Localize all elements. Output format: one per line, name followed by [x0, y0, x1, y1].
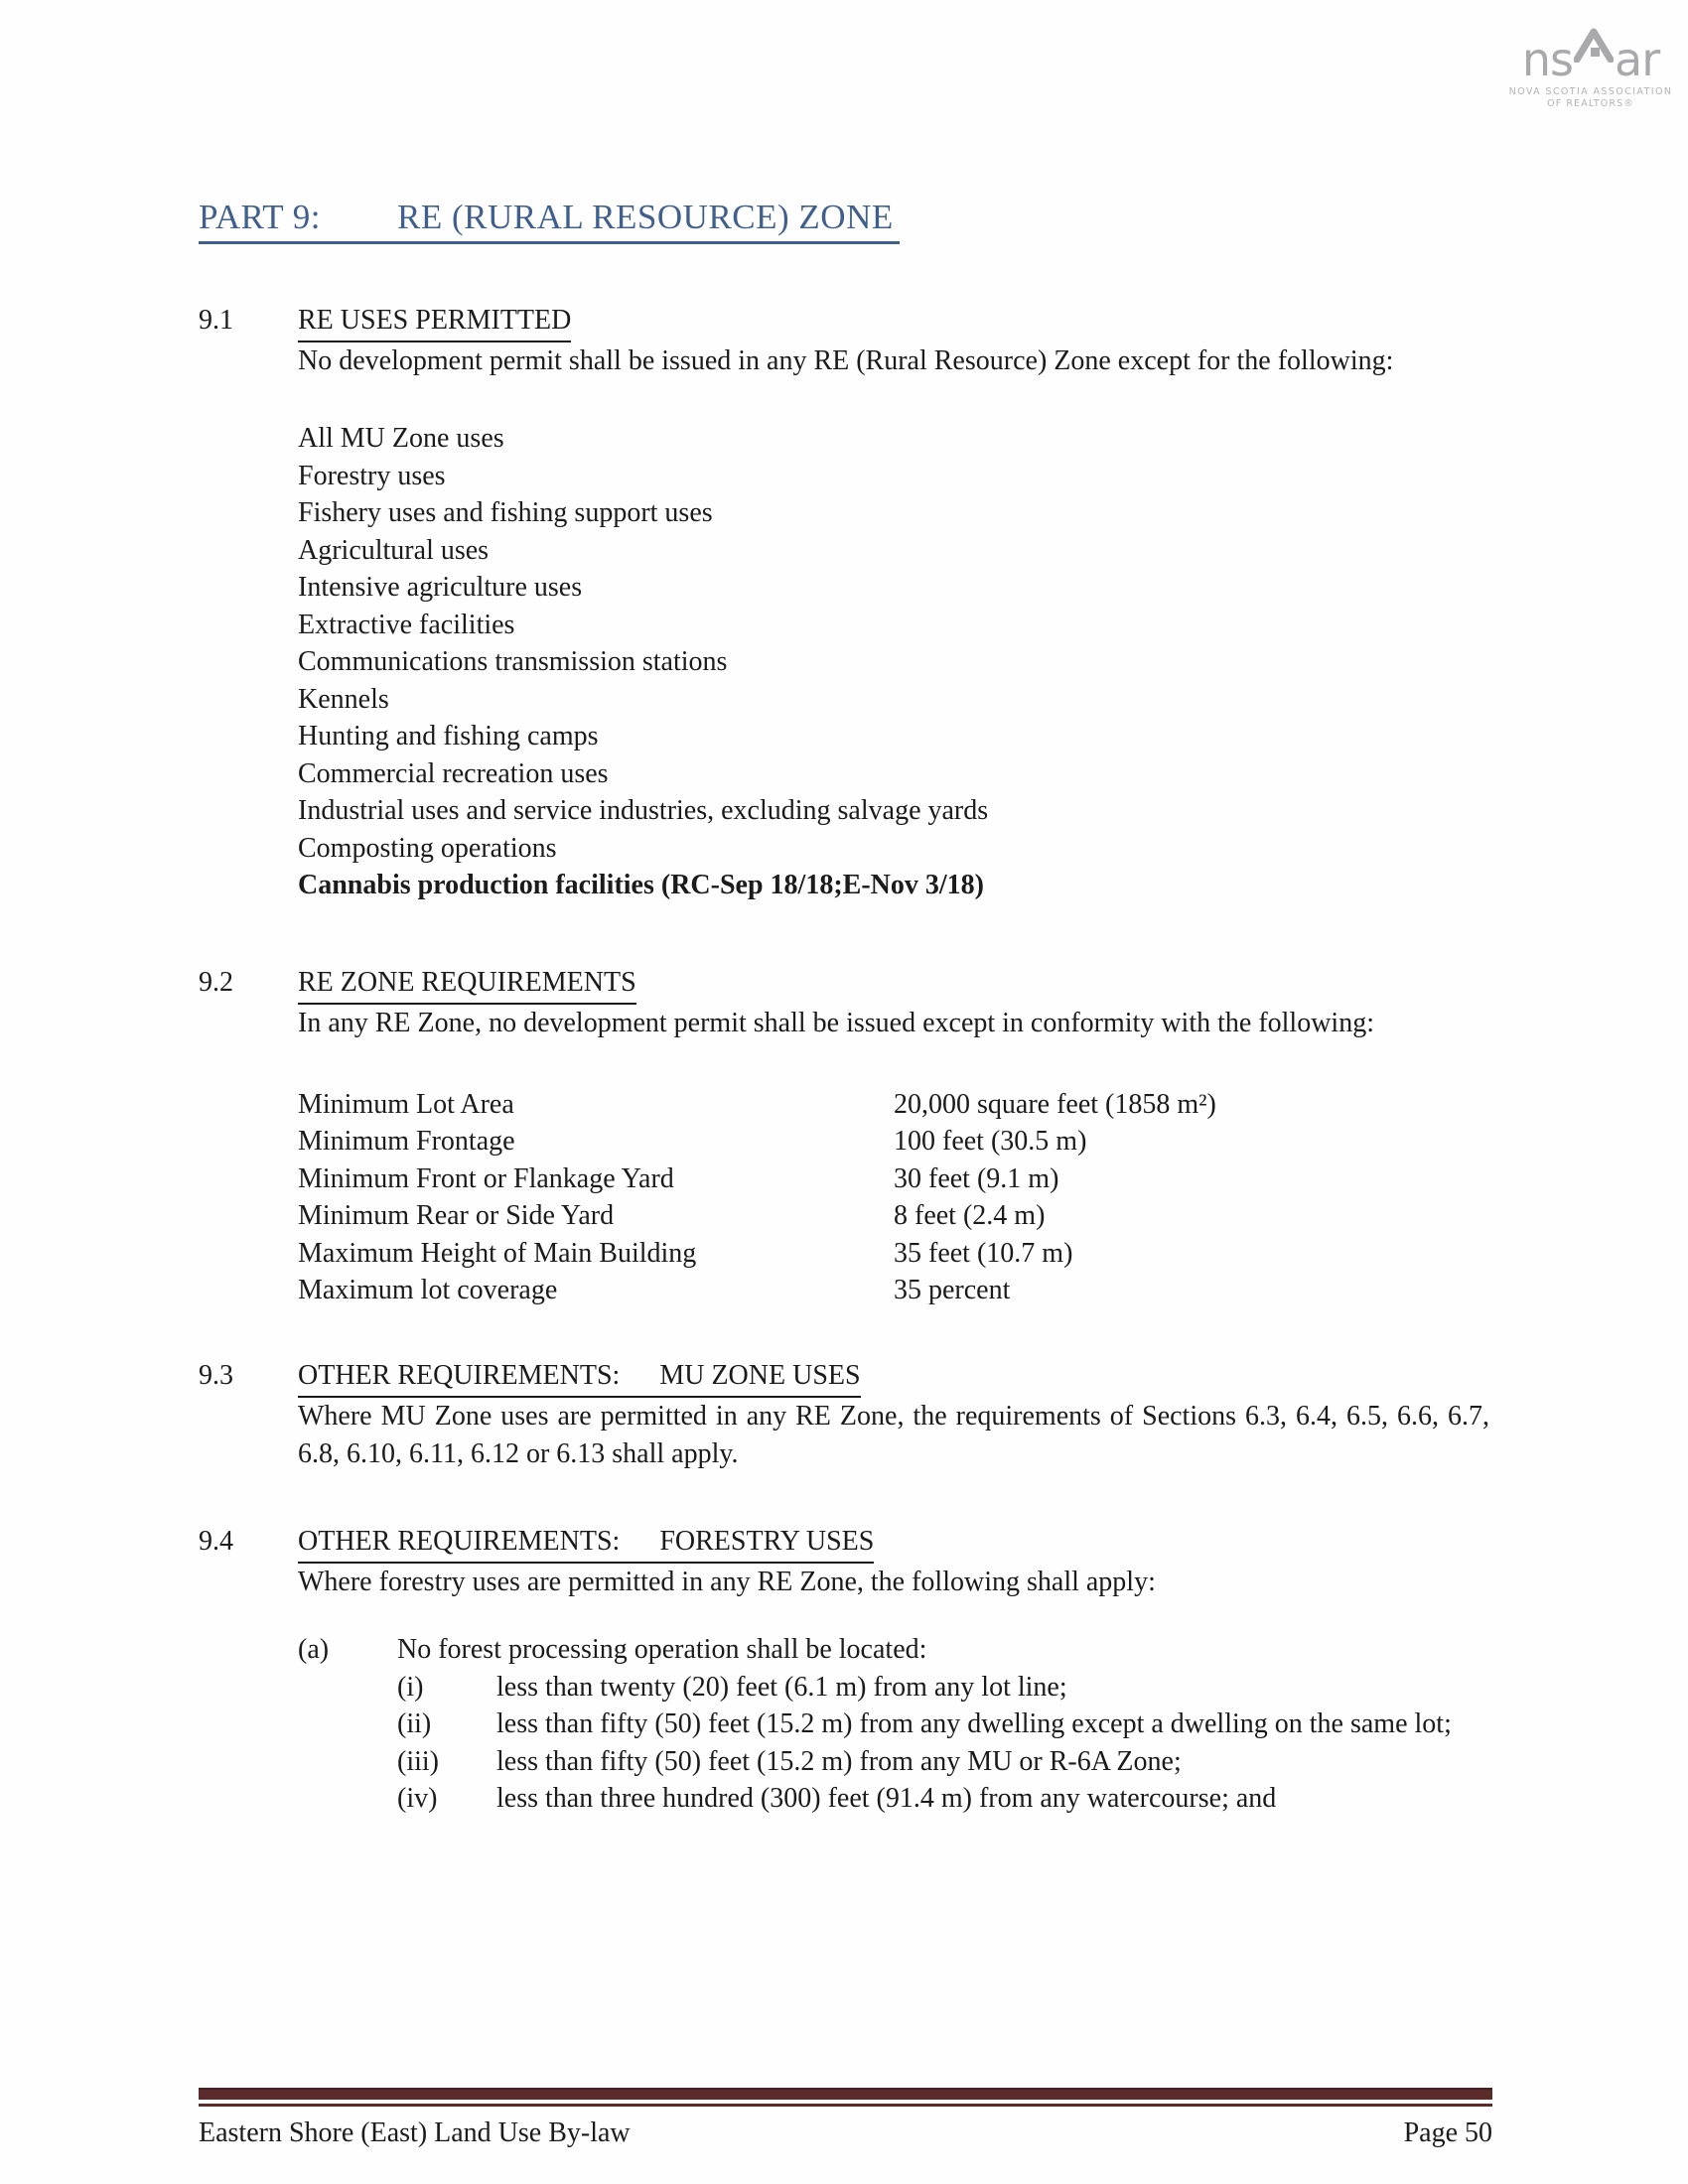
part-number: PART 9: [199, 198, 321, 236]
logo-text-ar: ar [1615, 33, 1660, 86]
requirement-value: 35 feet (10.7 m) [894, 1237, 1073, 1269]
section-title [298, 1523, 874, 1564]
subclause-text: less than three hundred (300) feet (91.4 m) from any watercourse; and [496, 1783, 1277, 1814]
requirement-label: Minimum Lot Area [298, 1088, 514, 1120]
clause-text: No forest processing operation shall be located: [397, 1633, 927, 1665]
section-title [298, 1357, 861, 1398]
nsar-wordmark [1503, 24, 1678, 86]
subclause-text: less than twenty (20) feet (6.1 m) from any lot line; [496, 1671, 1067, 1703]
subclause-label: (i) [397, 1671, 424, 1703]
list-item: Agricultural uses [298, 534, 490, 566]
list-item: Industrial uses and service industries, excluding salvage yards [298, 795, 989, 826]
subclause-label: (ii) [397, 1708, 432, 1739]
page-footer [199, 2115, 1492, 2152]
list-item: Extractive facilities [298, 609, 515, 640]
part-name: RE (RURAL RESOURCE) ZONE [397, 198, 894, 236]
subclause-text: less than fifty (50) feet (15.2 m) from any MU or R-6A Zone; [496, 1745, 1182, 1777]
list-item: Kennels [298, 683, 389, 715]
requirement-value: 100 feet (30.5 m) [894, 1126, 1087, 1157]
list-item: Communications transmission stations [298, 646, 728, 677]
nsar-logo [1503, 24, 1678, 109]
table-row [298, 1086, 1489, 1124]
section-9-3-heading [199, 1357, 1489, 1398]
section-title-sub: MU ZONE USES [659, 1359, 861, 1391]
footer-thin-bar [199, 2104, 1492, 2107]
section-9-2-heading [199, 964, 1489, 1005]
list-item: Forestry uses [298, 460, 446, 491]
requirement-label: Minimum Frontage [298, 1126, 515, 1157]
section-title: RE USES PERMITTED [298, 302, 571, 342]
requirement-value: 20,000 square feet (1858 m²) [894, 1088, 1216, 1120]
requirement-value: 35 percent [894, 1275, 1011, 1305]
logo-caption-line2: OF REALTORS® [1547, 98, 1634, 109]
table-row [298, 1123, 1489, 1160]
footer-document-title: Eastern Shore (East) Land Use By-law [199, 2117, 631, 2148]
subclause-iv [397, 1780, 1489, 1818]
requirement-label: Minimum Front or Flankage Yard [298, 1162, 674, 1194]
subclause-ii [397, 1706, 1489, 1743]
house-roof-icon [1574, 24, 1614, 69]
section-9-3-body: Where MU Zone uses are permitted in any RE Zone, the requirements of Sections 6.3, 6.4, 6.5, 6.6, 6.7, 6.8, 6.10, 6.11, 6.12 or 6.13 shall apply. [298, 1400, 1489, 1469]
section-title-main: OTHER REQUIREMENTS: [298, 1525, 621, 1557]
requirement-value: 30 feet (9.1 m) [894, 1162, 1059, 1194]
clause-label: (a) [298, 1633, 330, 1665]
section-title-sub: FORESTRY USES [659, 1525, 875, 1557]
footer-thick-bar [199, 2088, 1492, 2100]
list-item: All MU Zone uses [298, 423, 504, 454]
subclause-label: (iv) [397, 1783, 438, 1814]
list-item: Intensive agriculture uses [298, 572, 583, 603]
subclause-text: less than fifty (50) feet (15.2 m) from any dwelling except a dwelling on the same lot; [496, 1708, 1452, 1739]
table-row [298, 1272, 1489, 1309]
section-number: 9.4 [199, 1525, 233, 1557]
page-title [199, 197, 900, 244]
subclause-iii [397, 1743, 1489, 1781]
list-item: Fishery uses and fishing support uses [298, 497, 713, 528]
zone-requirements-table [298, 1086, 1489, 1309]
section-9-1-intro: No development permit shall be issued in any RE (Rural Resource) Zone except for the following: [298, 345, 1394, 376]
footer-page-number: Page 50 [1403, 2117, 1492, 2148]
requirement-label: Maximum lot coverage [298, 1275, 558, 1305]
footer-divider [199, 2088, 1492, 2107]
list-item: Commercial recreation uses [298, 757, 609, 789]
list-item: Hunting and fishing camps [298, 721, 599, 751]
requirement-value: 8 feet (2.4 m) [894, 1200, 1046, 1231]
logo-text-ns: ns [1521, 33, 1573, 86]
clause-a [298, 1631, 1489, 1669]
list-item-cannabis-amendment: Cannabis production facilities (RC-Sep 18/18;E-Nov 3/18) [298, 870, 984, 900]
table-row [298, 1235, 1489, 1273]
section-number: 9.2 [199, 966, 233, 998]
document-body [199, 197, 1489, 1818]
section-9-4-heading [199, 1523, 1489, 1564]
list-item: Composting operations [298, 832, 557, 864]
requirement-label: Minimum Rear or Side Yard [298, 1200, 615, 1231]
logo-caption-line1: NOVA SCOTIA ASSOCIATION [1508, 86, 1673, 97]
table-row [298, 1197, 1489, 1235]
clause-a-subitems [397, 1669, 1489, 1818]
section-9-2-intro: In any RE Zone, no development permit shall be issued except in conformity with the following: [298, 1007, 1374, 1038]
section-9-1-heading [199, 302, 1489, 342]
section-title: RE ZONE REQUIREMENTS [298, 964, 636, 1005]
table-row [298, 1160, 1489, 1198]
section-9-4-intro: Where forestry uses are permitted in any RE Zone, the following shall apply: [298, 1566, 1156, 1597]
requirement-label: Maximum Height of Main Building [298, 1237, 697, 1269]
section-number: 9.3 [199, 1359, 233, 1391]
section-title-main: OTHER REQUIREMENTS: [298, 1359, 621, 1391]
section-number: 9.1 [199, 305, 233, 336]
permitted-uses-list [298, 420, 1489, 904]
subclause-i [397, 1669, 1489, 1706]
subclause-label: (iii) [397, 1745, 439, 1777]
